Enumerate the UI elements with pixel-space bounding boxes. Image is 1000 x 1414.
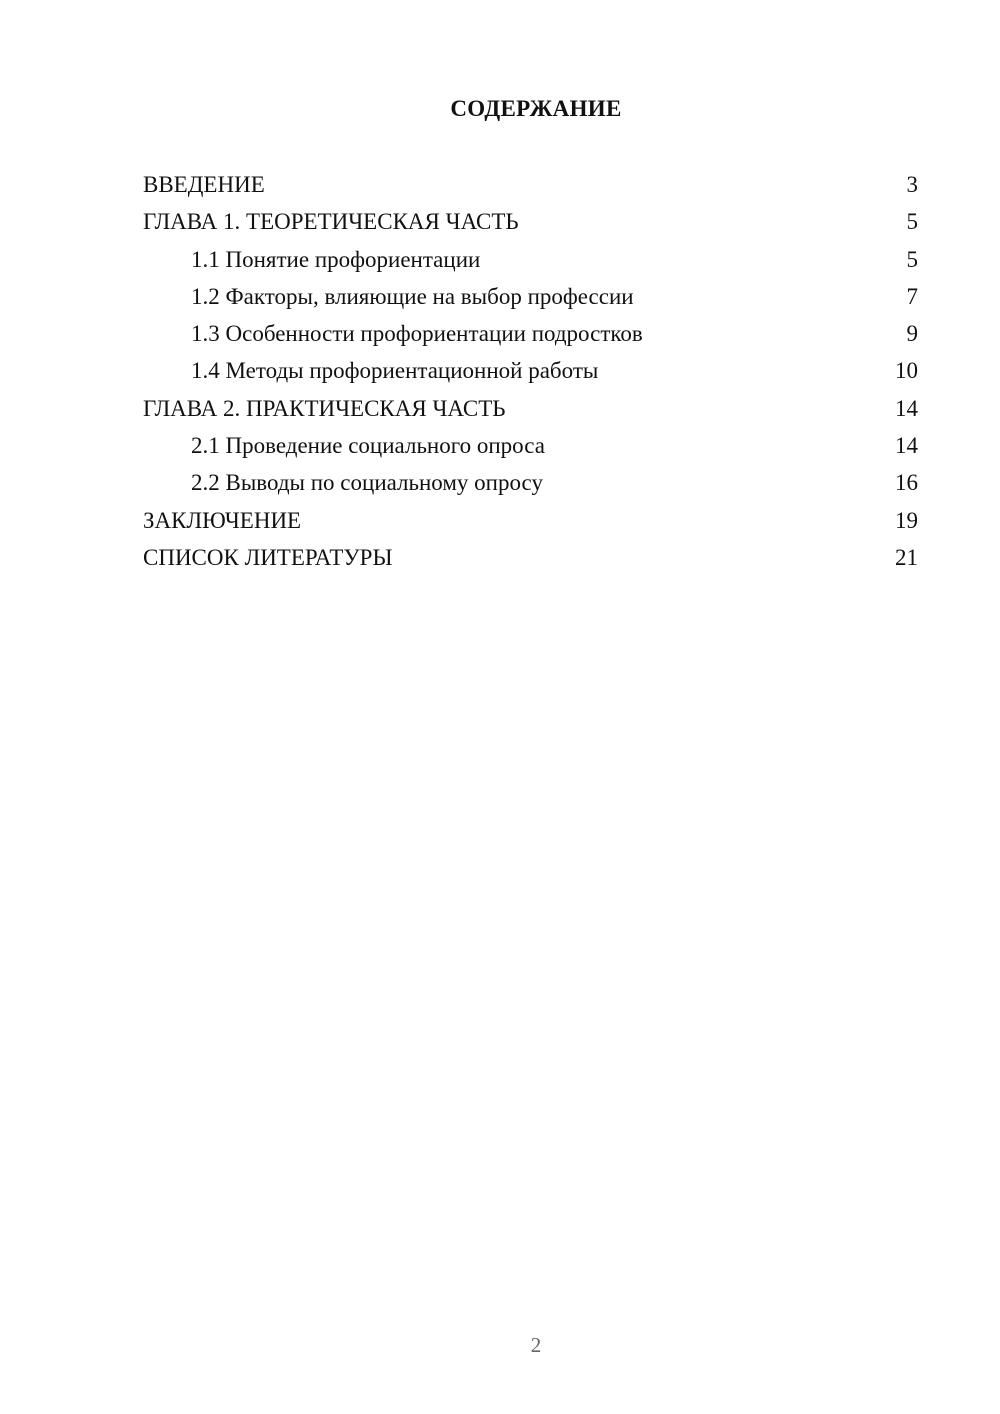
- toc-entry-label: ГЛАВА 1. ТЕОРЕТИЧЕСКАЯ ЧАСТЬ: [143, 209, 519, 235]
- toc-subentry[interactable]: [143, 241, 918, 278]
- table-of-contents: [143, 166, 918, 576]
- toc-entry-page: 21: [895, 544, 918, 570]
- toc-entry-label: ГЛАВА 2. ПРАКТИЧЕСКАЯ ЧАСТЬ: [143, 395, 506, 421]
- toc-entry-label: 2.1 Проведение социального опроса: [191, 433, 545, 459]
- toc-subentry[interactable]: [143, 464, 918, 501]
- toc-entry[interactable]: [143, 502, 918, 539]
- toc-entry-label: 1.4 Методы профориентационной работы: [191, 358, 599, 384]
- toc-entry[interactable]: [143, 539, 918, 576]
- page-number: 2: [530, 1333, 542, 1357]
- toc-entry-page: 5: [906, 246, 918, 272]
- toc-entry-page: 14: [895, 395, 918, 421]
- toc-subentry[interactable]: [143, 315, 918, 352]
- toc-entry-label: 1.2 Факторы, влияющие на выбор профессии: [191, 283, 634, 309]
- toc-entry-page: 9: [906, 321, 918, 347]
- toc-entry-page: 14: [895, 433, 918, 459]
- toc-entry[interactable]: [143, 166, 918, 203]
- toc-entry-page: 5: [906, 209, 918, 235]
- toc-entry-page: 7: [906, 283, 918, 309]
- page-title: СОДЕРЖАНИЕ: [450, 96, 622, 121]
- toc-entry-label: ВВЕДЕНИЕ: [143, 172, 265, 197]
- toc-entry-label: ЗАКЛЮЧЕНИЕ: [143, 507, 302, 533]
- toc-entry-page: 19: [895, 507, 918, 533]
- toc-entry[interactable]: [143, 390, 918, 427]
- toc-entry[interactable]: [143, 203, 918, 240]
- toc-entry-label: 1.3 Особенности профориентации подростков: [191, 321, 643, 347]
- toc-entry-page: 3: [906, 172, 918, 197]
- toc-entry-page: 16: [895, 470, 918, 496]
- toc-entry-label: 1.1 Понятие профориентации: [191, 246, 481, 272]
- toc-subentry[interactable]: [143, 278, 918, 315]
- toc-subentry[interactable]: [143, 427, 918, 464]
- toc-entry-label: СПИСОК ЛИТЕРАТУРЫ: [143, 544, 393, 570]
- toc-entry-label: 2.2 Выводы по социальному опросу: [191, 470, 543, 496]
- toc-subentry[interactable]: [143, 352, 918, 389]
- toc-entry-page: 10: [895, 358, 918, 384]
